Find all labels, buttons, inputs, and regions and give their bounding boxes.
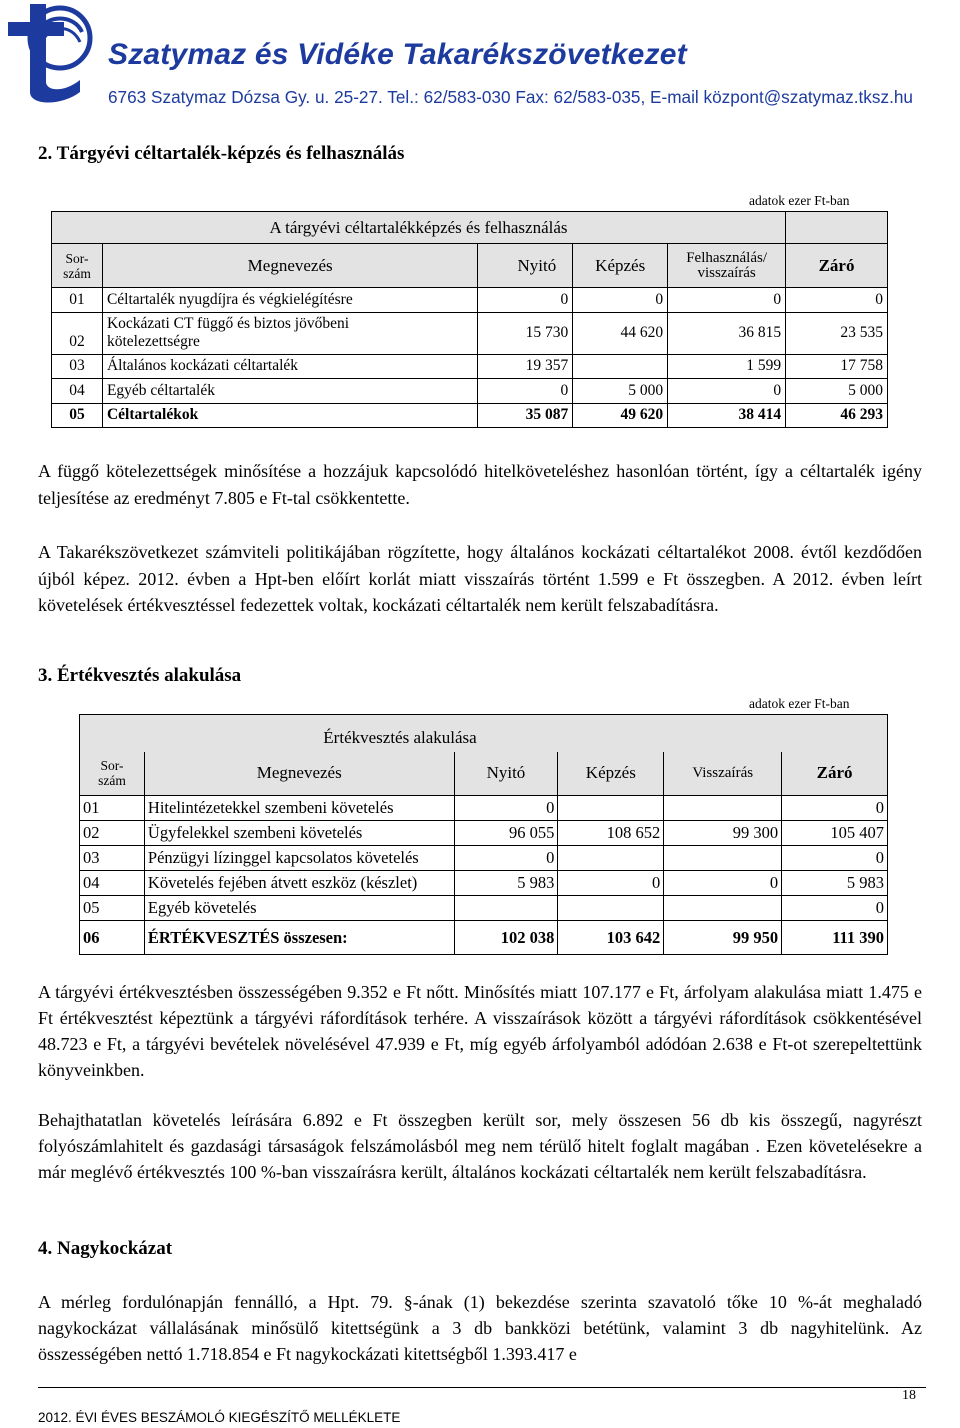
paragraph: A tárgyévi értékvesztésben összességében 9.352 e Ft nőtt. Minősítés miatt 107.177 e Ft, árfolyam alakulása miatt 1.475 e Ft értékvesztést képeztünk a tárgyévi ráfordítások terhére. A visszaírások között a tárgyévi ráfordítások csökkentésével 48.723 e Ft, a tárgyévi bevételek növelésével 47.939 e Ft, míg egyéb árfolyamból adódóan 2.638 e Ft-ot szerepeltettünk könyveinkben. — [38, 982, 922, 1080]
impairment-table — [79, 714, 888, 955]
savings-bank-logo-icon — [2, 2, 102, 108]
table-row: 04 Követelés fejében átvett eszköz (készlet) 5 983 0 0 5 983 — [80, 871, 888, 896]
header-form: Képzés — [573, 244, 668, 288]
header-name: Megnevezés — [102, 244, 477, 288]
section-3-title: 3. Értékvesztés alakulása — [38, 665, 242, 686]
unit-note: adatok ezer Ft-ban — [749, 193, 850, 208]
header-sorszam: Sor- szám — [80, 752, 145, 796]
table-caption: Értékvesztés alakulása — [80, 715, 888, 752]
header-use: Felhasználás/ visszaírás — [668, 244, 786, 288]
table-row: 05 Egyéb követelés 0 — [80, 896, 888, 921]
header-name: Megnevezés — [144, 752, 454, 796]
letterhead — [0, 0, 960, 115]
paragraph: A mérleg fordulónapján fennálló, a Hpt. 79. §-ának (1) bekezdése szerinta szavatoló tőke 10 %-át meghaladó nagykockázat vállalásának minősülő kitettségünk a 3 db bankközi betétünk, valamint 3 db nagyhitelünk. Az összességében nettó 1.718.854 e Ft nagykockázati kitettségből 1.393.417 e — [38, 1292, 922, 1364]
paragraph: A Takarékszövetkezet számviteli politikájában rögzítette, hogy általános kockázati céltartalékot 2008. évtől kezdődően újból képez. 2012. évben a Hpt-ben előírt korlát miatt visszaírás történt 1.599 e Ft összegben. A 2012. évben leírt követelések értékvesztéssel fedezettek voltak, kockázati céltartalék nem került felszabadításra. — [38, 542, 922, 615]
table-row: 01 Céltartalék nyugdíjra és végkielégítésre 0 0 0 0 — [52, 288, 888, 313]
header-close: Záró — [786, 244, 888, 288]
footer-title: 2012. ÉVI ÉVES BESZÁMOLÓ KIEGÉSZÍTŐ MELLÉKLETE — [38, 1410, 401, 1425]
unit-note: adatok ezer Ft-ban — [749, 696, 850, 711]
header-open: Nyitó — [478, 244, 573, 288]
table-total-row: 06 ÉRTÉKVESZTÉS összesen: 102 038 103 642 99 950 111 390 — [80, 921, 888, 955]
paragraph: Behajthatatlan követelés leírására 6.892 e Ft összegben került sor, mely összesen 56 db kis összegű, nagyrészt folyószámlahitelt és gazdasági társaságok felszámolásból meg nem térülő hitelt foglalt magában . Ezen követelésekre a már meglévő értékvesztés 100 %-ban visszaírásra került, általános kockázati céltartalék nem került felszabadításra. — [38, 1110, 922, 1182]
provisions-table — [51, 211, 888, 428]
section-4-title: 4. Nagykockázat — [38, 1238, 173, 1259]
table-total-row: 05 Céltartalékok 35 087 49 620 38 414 46 293 — [52, 403, 888, 428]
table-row: 04 Egyéb céltartalék 0 5 000 0 5 000 — [52, 379, 888, 404]
table-row: 02 Kockázati CT függő és biztos jövőbeni kötelezettségre 15 730 44 620 36 815 23 535 — [52, 312, 888, 354]
table-row: 03 Általános kockázati céltartalék 19 357 1 599 17 758 — [52, 354, 888, 379]
header-reversal: Visszaírás — [664, 752, 782, 796]
table-row: 03 Pénzügyi lízinggel kapcsolatos követelés 0 0 — [80, 846, 888, 871]
header-sorszam: Sor- szám — [52, 244, 103, 288]
table-caption: A tárgyévi céltartalékképzés és felhasználás — [52, 212, 786, 244]
organization-name: Szatymaz és Vidéke Takarékszövetkezet — [108, 38, 687, 71]
table-header-row — [52, 244, 888, 288]
header-open: Nyitó — [454, 752, 558, 796]
table-row: 02 Ügyfelekkel szembeni követelés 96 055 108 652 99 300 105 407 — [80, 821, 888, 846]
footer-divider — [38, 1387, 926, 1388]
table-header-row — [80, 752, 888, 796]
table-row: 01 Hitelintézetekkel szembeni követelés 0 0 — [80, 796, 888, 821]
header-form: Képzés — [558, 752, 664, 796]
header-close: Záró — [782, 752, 888, 796]
paragraph: A függő kötelezettségek minősítése a hozzájuk kapcsolódó hitelköveteléshez hasonlóan történt, így a céltartalék igény teljesítése az eredményt 7.805 e Ft-tal csökkentette. — [38, 461, 922, 508]
page-number: 18 — [902, 1388, 916, 1403]
section-2-title: 2. Tárgyévi céltartalék-képzés és felhasználás — [38, 143, 405, 164]
organization-address: 6763 Szatymaz Dózsa Gy. u. 25-27. Tel.: 62/583-030 Fax: 62/583-035, E-mail központ@szatymaz.tksz.hu — [108, 87, 913, 107]
